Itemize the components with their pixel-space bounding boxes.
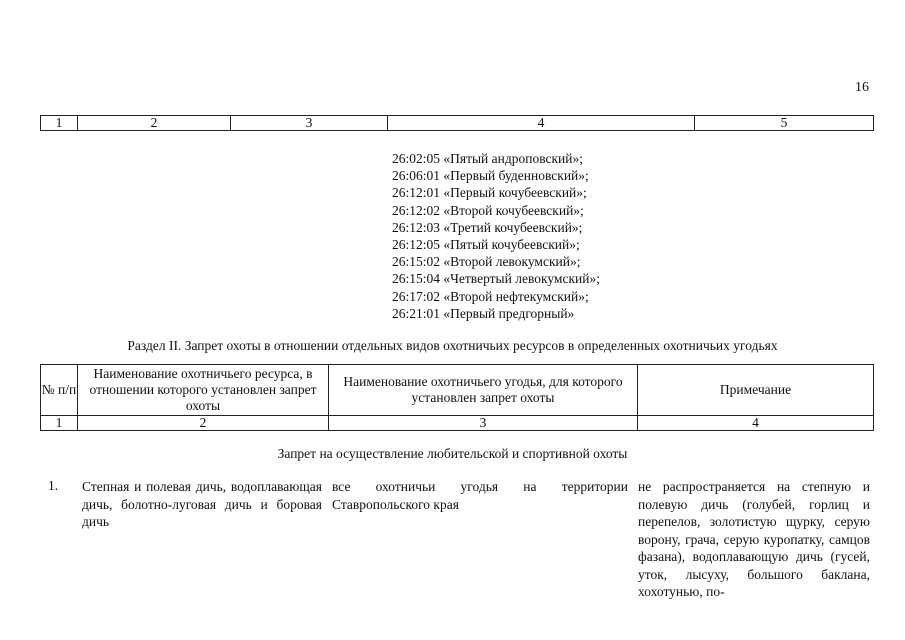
column-header-ground: Наименование охотничьего угодья, для которого установлен запрет охоты [329,365,638,416]
section-title: Раздел II. Запрет охоты в отношении отдельных видов охотничьих ресурсов в определенных охотничьих угодьях [127,338,778,353]
column-number-4: 4 [638,416,874,431]
continuation-header-table [40,115,874,131]
row-note-cell: не распространяется на степную и полевую дичь (голубей, горлиц и перепелов, золотистую щурку, серую ворону, грача, серую куропатку, самцов фазана), водоплавающую дичь (гусей, уток, лысуху, большого баклана, хохотунью, по- [638,479,870,599]
row-resource-cell: Степная и полевая дичь, водоплавающая дичь, болотно-луговая дичь и боровая дичь [82,479,322,529]
list-item: 26:02:05 «Пятый андроповский»; [392,151,584,166]
list-item: 26:06:01 «Первый буденновский»; [392,168,589,184]
column-number-2: 2 [78,416,329,431]
column-header-number: № п/п [41,365,78,416]
page-number: 16 [855,80,869,95]
list-item: 26:17:02 «Второй нефтекумский»; [392,288,589,304]
list-item: 26:15:04 «Четвертый левокумский»; [392,271,600,287]
subsection-title: Запрет на осуществление любительской и спортивной охоты [277,446,628,461]
list-item: 26:12:02 «Второй кочубеевский»; [392,202,584,218]
row-ground-cell: все охотничьи угодья на территории Ставропольского края [332,479,628,512]
column-header-resource: Наименование охотничьего ресурса, в отношении которого установлен запрет охоты [78,365,329,416]
hunting-area-list [392,150,600,322]
column-header-note: Примечание [638,365,874,416]
column-number-1: 1 [41,416,78,431]
restriction-table-header [40,364,874,431]
list-item: 26:12:01 «Первый кочубеевский»; [392,185,587,201]
header-col-5: 5 [695,116,874,131]
header-col-4: 4 [388,116,695,131]
list-item: 26:12:05 «Пятый кочубеевский»; [392,237,580,253]
row-number: 1. [48,478,59,493]
header-col-2: 2 [78,116,231,131]
list-item: 26:15:02 «Второй левокумский»; [392,254,581,270]
header-col-1: 1 [41,116,78,131]
list-item: 26:12:03 «Третий кочубеевский»; [392,219,583,235]
list-item: 26:21:01 «Первый предгорный» [392,305,575,321]
header-col-3: 3 [231,116,388,131]
column-number-3: 3 [329,416,638,431]
